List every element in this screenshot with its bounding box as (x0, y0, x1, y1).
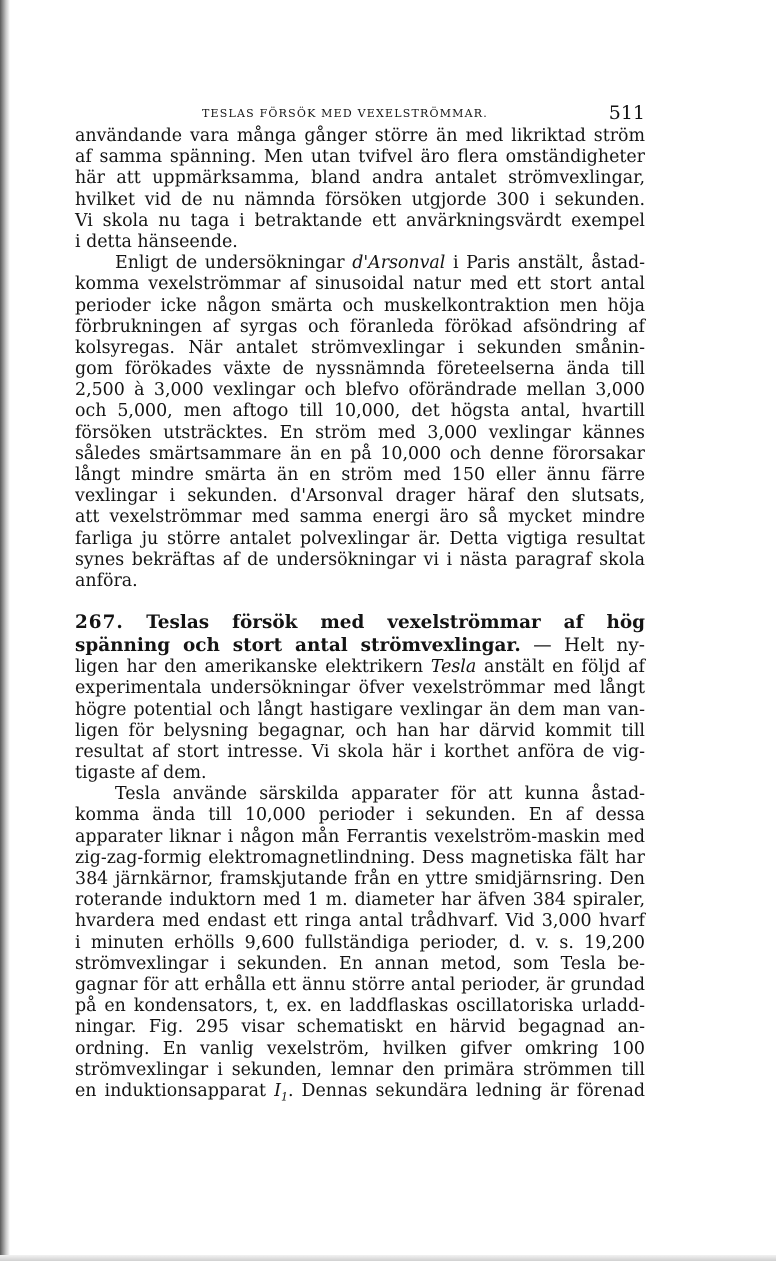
text-line: förbrukningen af syrgas och föranleda förökad afsöndring af (75, 316, 645, 337)
text-line: gom förökades växte de nyssnämnda företeelserna ända till (75, 359, 645, 380)
text-line: komma vexelströmmar af sinusoidal natur med ett stort antal (75, 274, 645, 295)
text-line: ningar. Fig. 295 visar schematiskt en härvid begagnad an- (75, 1017, 645, 1038)
text-line: experimentala undersökningar öfver vexelströmmar med långt (75, 678, 645, 699)
text-line: här att uppmärksamma, bland andra antalet strömvexlingar, (75, 168, 645, 189)
paragraph-1 (75, 126, 645, 253)
scan-bottom-edge (0, 1255, 776, 1261)
text-line: resultat af stort intresse. Vi skola här i korthet anföra de vig- (75, 741, 645, 762)
paragraph-2 (75, 253, 645, 592)
text-line: komma ända till 10,000 perioder i sekunden. En af dessa (75, 805, 645, 826)
text-line: ligen för belysning begagnar, och han har därvid kommit till (75, 720, 645, 741)
section-title: spänning och stort antal strömvexlingar. (75, 635, 521, 657)
text-line: 2,500 à 3,000 vexlingar och blefvo oförändrade mellan 3,000 (75, 380, 645, 401)
text-line: synes bekräftas af de undersökningar vi i nästa paragraf skola (75, 549, 645, 570)
text-fragment: Enligt de undersökningar (115, 253, 353, 274)
text-line: zig-zag-formig elektromagnetlindning. Dess magnetiska fält har (75, 847, 645, 868)
text-line: Tesla använde särskilda apparater för att kunna åstad- (115, 784, 645, 805)
text-line: att vexelströmmar med samma energi äro så mycket mindre (75, 507, 645, 528)
text-line: strömvexlingar i sekunden, lemnar den primära strömmen till (75, 1059, 645, 1080)
person-name-arsonval: d'Arsonval (352, 253, 446, 274)
text-line: i minuten erhölls 9,600 fullständiga perioder, d. v. s. 19,200 (75, 932, 645, 953)
text-line: kolsyregas. När antalet strömvexlingar i sekunden smånin- (75, 337, 645, 358)
text-line: 384 järnkärnor, framskjutande från en yttre smidjärnsring. Den (75, 869, 645, 889)
text-fragment: ligen har den amerikanske elektrikern (75, 657, 431, 678)
text-line: gagnar för att erhålla ett ännu större antal perioder, är grundad (75, 974, 645, 995)
text-fragment: — Helt ny- (520, 635, 645, 657)
text-fragment: . Dennas sekundära ledning är förenad (287, 1080, 645, 1101)
text-line (75, 253, 645, 274)
text-line: hvilket vid de nu nämnda försöken utgjorde 300 i sekunden. (75, 189, 645, 210)
text-line: anföra. (75, 570, 138, 591)
text-line: farliga ju större antalet polvexlingar är. Detta vigtiga resultat (75, 528, 645, 549)
text-line: på en kondensators, t, ex. en laddflaskas oscillatoriska urladd- (75, 996, 645, 1017)
text-line: roterande induktorn med 1 m. diameter har äfven 384 spiraler, (75, 890, 645, 911)
text-line: och 5,000, men aftogo till 10,000, det högsta antal, hvartill (75, 401, 645, 422)
text-line: försöken utsträcktes. En ström med 3,000 vexlingar kännes (75, 422, 645, 443)
running-head (75, 100, 645, 126)
text-line: Vi skola nu taga i betraktande ett anvärkningsvärdt exempel (75, 210, 645, 231)
paragraph-4 (75, 784, 645, 1102)
text-line: af samma spänning. Men utan tvifvel äro flera omständigheter (75, 147, 645, 168)
text-line: högre potential och långt hastigare vexlingar än dem man van- (75, 699, 645, 720)
section-heading-continued (75, 634, 645, 657)
text-line: ordning. En vanlig vexelström, hvilken gifver omkring 100 (75, 1038, 645, 1059)
text-line: apparater liknar i någon mån Ferrantis vexelström-maskin med (75, 826, 645, 847)
text-line: strömvexlingar i sekunden. En annan metod, som Tesla be- (75, 953, 645, 974)
symbol-i1 (274, 1080, 288, 1104)
section-title: Teslas försök med vexelströmmar af hög (146, 612, 645, 634)
text-line: vexlingar i sekunden. d'Arsonval drager häraf den slutsats, (75, 486, 645, 507)
text-line (75, 1081, 645, 1102)
book-page (75, 100, 645, 1102)
section-heading (75, 611, 645, 634)
text-fragment: anstält en följd af (476, 657, 645, 678)
page-number: 511 (608, 102, 645, 124)
section-gap (75, 592, 645, 611)
section-number: 267. (75, 612, 124, 634)
text-line: användande vara många gånger större än med likriktad ström (75, 126, 645, 146)
section-267 (75, 611, 645, 784)
text-line: perioder icke någon smärta och muskelkontraktion men höja (75, 295, 645, 316)
text-line: tigaste af dem. (75, 763, 207, 784)
text-line: hvardera med endast ett ringa antal trådhvarf. Vid 3,000 hvarf (75, 911, 645, 932)
person-name-tesla: Tesla (430, 657, 477, 678)
symbol-letter: I (274, 1080, 281, 1101)
text-line: i detta hänseende. (75, 231, 238, 252)
symbol-subscript: 1 (280, 1090, 288, 1104)
text-fragment: en induktionsapparat (75, 1080, 275, 1101)
scan-edge-shadow (0, 0, 10, 1261)
text-line: långt mindre smärta än en ström med 150 eller ännu färre (75, 465, 645, 485)
text-line: således smärtsammare än en på 10,000 och denne förorsakar (75, 443, 645, 464)
running-title: TESLAS FÖRSÖK MED VEXELSTRÖMMAR. (202, 107, 488, 120)
text-line (75, 657, 645, 678)
text-fragment: i Paris anstält, åstad- (445, 253, 645, 274)
